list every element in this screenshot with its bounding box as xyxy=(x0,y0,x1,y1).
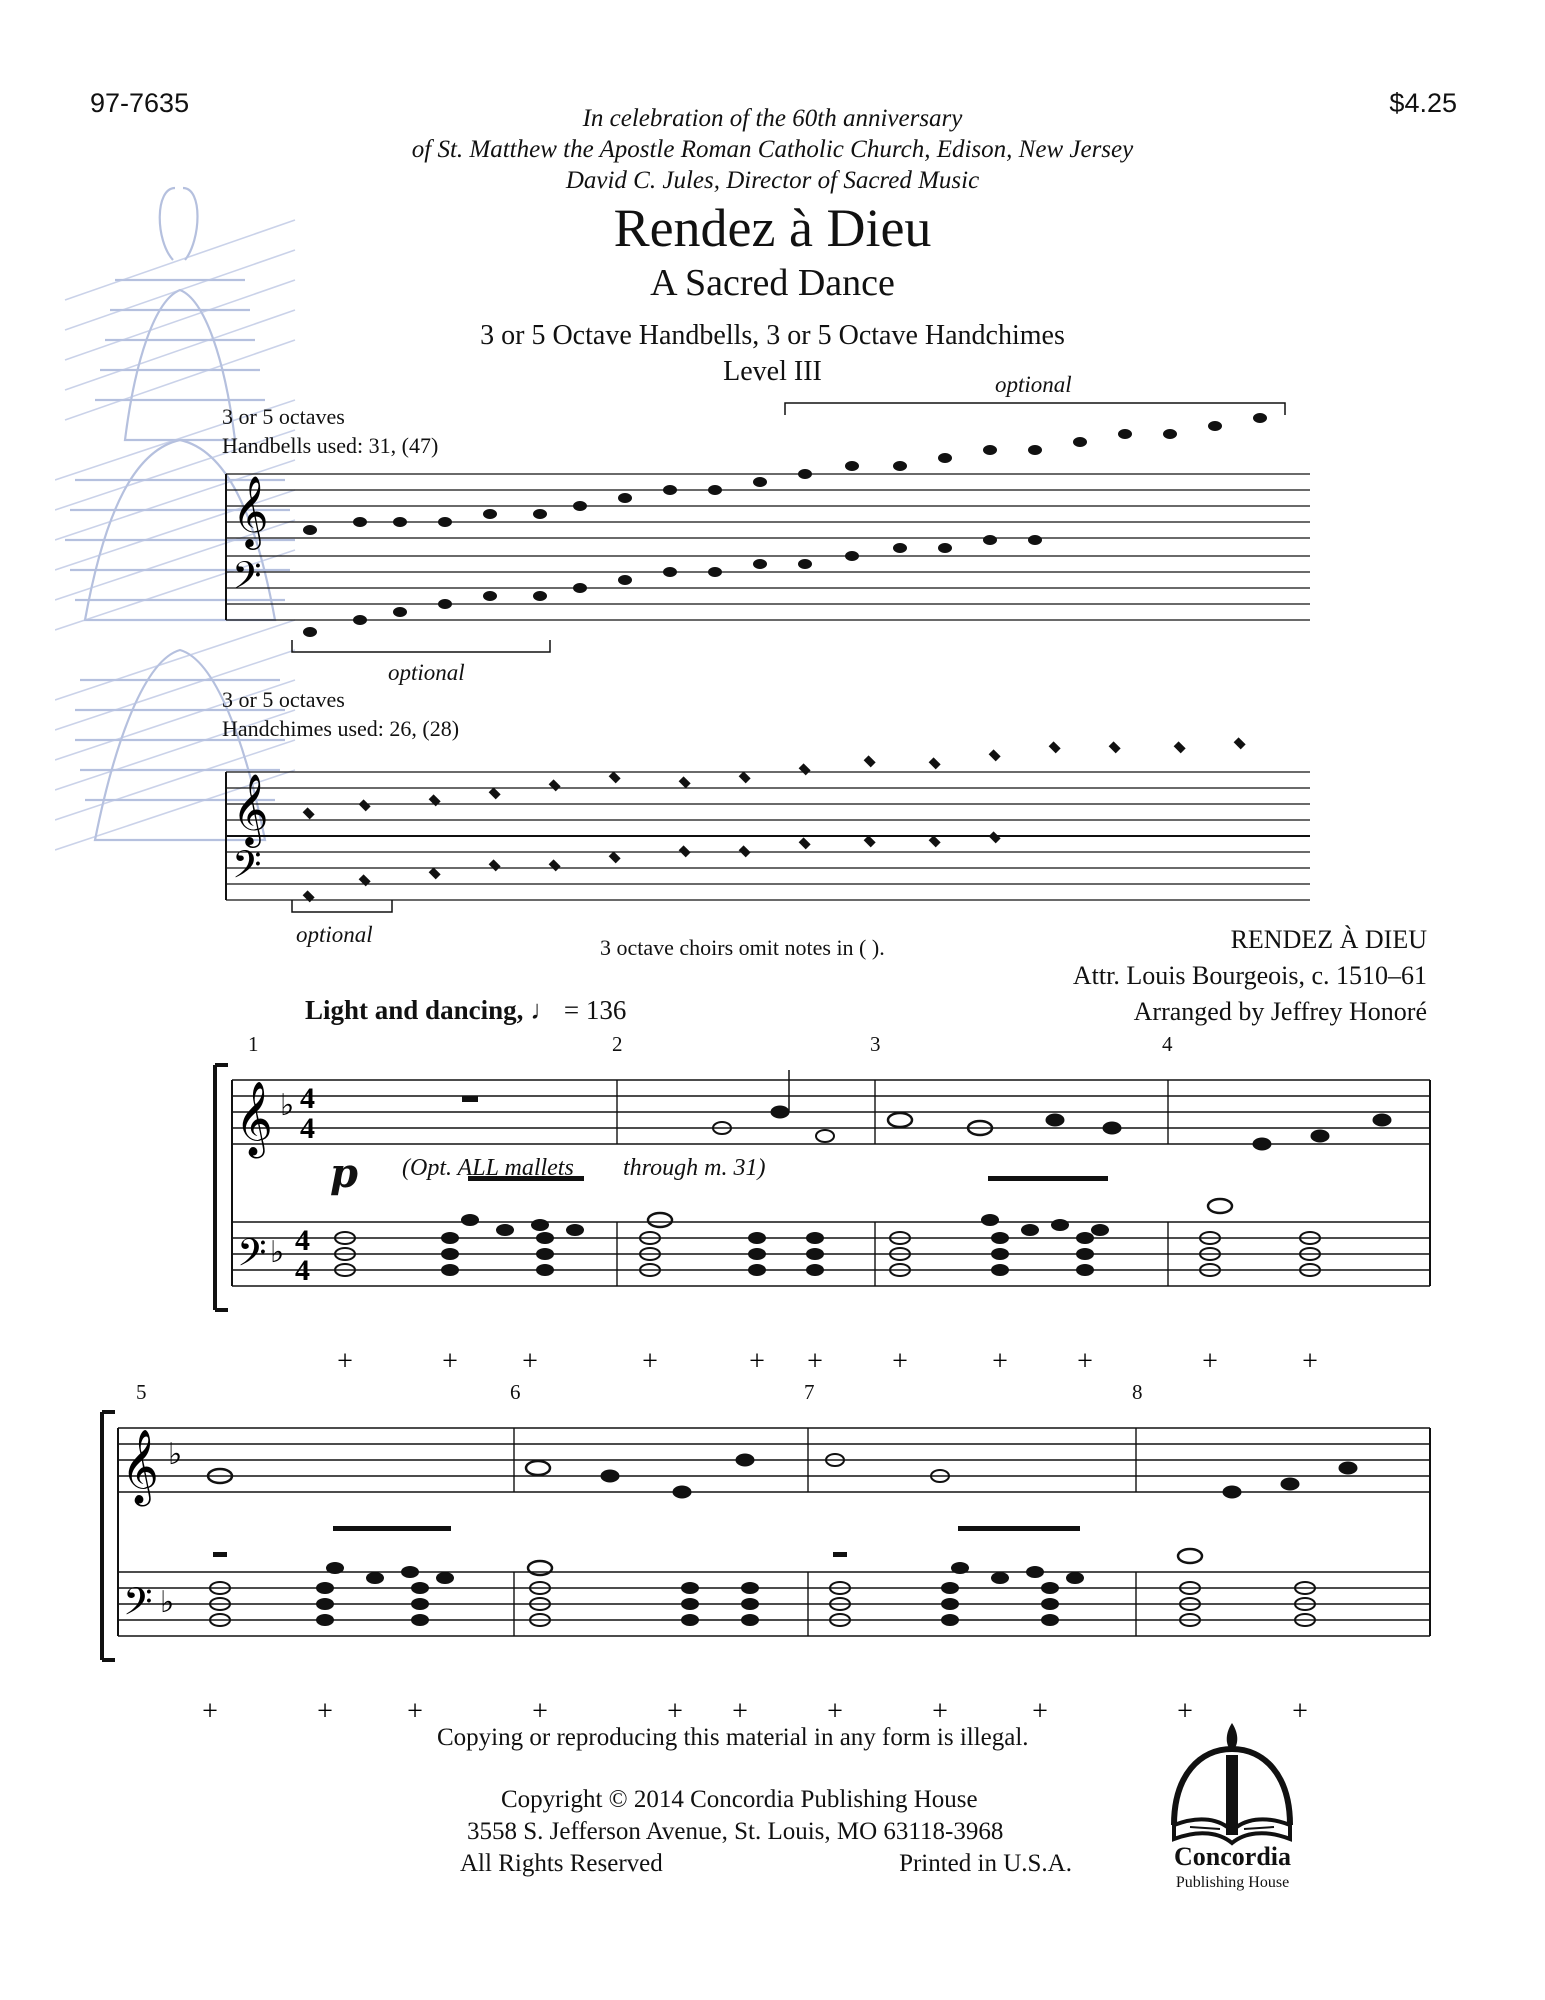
handbells-used-label: Handbells used: 31, (47) xyxy=(222,433,439,458)
treble-clef-icon: 𝄞 xyxy=(232,478,269,546)
treble-clef-icon: 𝄞 xyxy=(235,1083,273,1154)
tune-name: RENDEZ À DIEU xyxy=(1230,925,1427,954)
measure-number-6: 6 xyxy=(510,1380,521,1404)
svg-text:+: + xyxy=(892,1346,908,1377)
svg-text:+: + xyxy=(1032,1696,1048,1727)
copy-warning: Copying or reproducing this material in any form is illegal. xyxy=(437,1724,1029,1751)
measure-number-5: 5 xyxy=(136,1380,147,1404)
svg-text:+: + xyxy=(992,1346,1008,1377)
measure-number-1: 1 xyxy=(248,1032,259,1056)
measure-number-7: 7 xyxy=(804,1380,815,1404)
bass-clef-icon: 𝄢 xyxy=(237,1232,267,1283)
svg-text:4: 4 xyxy=(295,1254,310,1287)
handbells-optional-top: optional xyxy=(995,372,1072,397)
svg-text:+: + xyxy=(202,1696,218,1727)
logo-name: Concordia xyxy=(1174,1842,1291,1871)
tempo-text: Light and dancing, xyxy=(305,995,524,1025)
svg-text:+: + xyxy=(522,1346,538,1377)
measure-number-2: 2 xyxy=(612,1032,623,1056)
range-note: 3 octave choirs omit notes in ( ). xyxy=(600,935,885,960)
flat-icon: ♭ xyxy=(270,1236,285,1269)
svg-text:+: + xyxy=(532,1696,548,1727)
printed-text: Printed in U.S.A. xyxy=(899,1850,1072,1877)
handbells-optional-bottom: optional xyxy=(388,660,465,685)
svg-text:+: + xyxy=(317,1696,333,1727)
catalog-number: 97-7635 xyxy=(90,88,190,118)
dedication-line-2: of St. Matthew the Apostle Roman Catholic Church, Edison, New Jersey xyxy=(411,136,1134,163)
svg-text:+: + xyxy=(807,1346,823,1377)
quarter-note-icon: ♩ xyxy=(530,995,558,1025)
page-title: Rendez à Dieu xyxy=(613,198,932,258)
dynamic-marking: p xyxy=(330,1150,358,1197)
instrumentation: 3 or 5 Octave Handbells, 3 or 5 Octave Handchimes xyxy=(480,320,1065,351)
measure-number-4: 4 xyxy=(1162,1032,1173,1056)
price: $4.25 xyxy=(1389,88,1457,118)
rights-line xyxy=(460,1848,1072,1880)
handchimes-octaves-label: 3 or 5 octaves xyxy=(222,687,345,712)
bass-clef-icon: 𝄢 xyxy=(123,1581,153,1632)
svg-text:+: + xyxy=(642,1346,658,1377)
page-subtitle: A Sacred Dance xyxy=(650,262,895,304)
copyright-line: Copyright © 2014 Concordia Publishing House xyxy=(501,1786,978,1813)
flat-icon: ♭ xyxy=(160,1586,175,1619)
svg-text:4: 4 xyxy=(300,1112,315,1145)
bass-clef-icon: 𝄢 xyxy=(232,555,262,606)
svg-text:+: + xyxy=(932,1696,948,1727)
measure-number-8: 8 xyxy=(1132,1380,1143,1404)
svg-text:+: + xyxy=(442,1346,458,1377)
arranger: Arranged by Jeffrey Honoré xyxy=(1133,997,1427,1026)
bass-clef-icon: 𝄢 xyxy=(232,844,262,895)
address-line: 3558 S. Jefferson Avenue, St. Louis, MO 63118-3968 xyxy=(467,1818,1004,1845)
copyright-block xyxy=(460,1784,1080,1880)
svg-text:+: + xyxy=(337,1346,353,1377)
mallets-instruction-b: through m. 31) xyxy=(623,1155,766,1181)
composer: Attr. Louis Bourgeois, c. 1510–61 xyxy=(1072,961,1427,990)
svg-text:+: + xyxy=(1077,1346,1093,1377)
treble-clef-icon: 𝄞 xyxy=(232,776,269,844)
svg-text:+: + xyxy=(1302,1346,1318,1377)
svg-text:+: + xyxy=(1177,1696,1193,1727)
svg-text:+: + xyxy=(1292,1696,1308,1727)
logo-subtitle: Publishing House xyxy=(1175,1874,1290,1891)
mallets-instruction-a: (Opt. ALL mallets xyxy=(402,1155,574,1181)
difficulty-level: Level III xyxy=(723,356,822,387)
tempo-bpm: = 136 xyxy=(563,995,627,1025)
measure-number-3: 3 xyxy=(870,1032,881,1056)
rights-text: All Rights Reserved xyxy=(460,1850,663,1877)
flat-icon: ♭ xyxy=(280,1089,295,1122)
dedication-line-1: In celebration of the 60th anniversary xyxy=(582,105,963,132)
svg-text:+: + xyxy=(667,1696,683,1727)
svg-text:+: + xyxy=(749,1346,765,1377)
svg-text:+: + xyxy=(732,1696,748,1727)
svg-text:+: + xyxy=(407,1696,423,1727)
svg-text:4: 4 xyxy=(300,1082,315,1115)
handchimes-optional-bottom: optional xyxy=(296,922,373,947)
flat-icon: ♭ xyxy=(168,1438,183,1471)
handbells-octaves-label: 3 or 5 octaves xyxy=(222,404,345,429)
handchimes-used-label: Handchimes used: 26, (28) xyxy=(222,716,460,741)
dedication-line-3: David C. Jules, Director of Sacred Music xyxy=(565,167,980,194)
svg-text:+: + xyxy=(1202,1346,1218,1377)
svg-text:4: 4 xyxy=(295,1224,310,1257)
svg-text:+: + xyxy=(827,1696,843,1727)
treble-clef-icon: 𝄞 xyxy=(121,1431,159,1502)
